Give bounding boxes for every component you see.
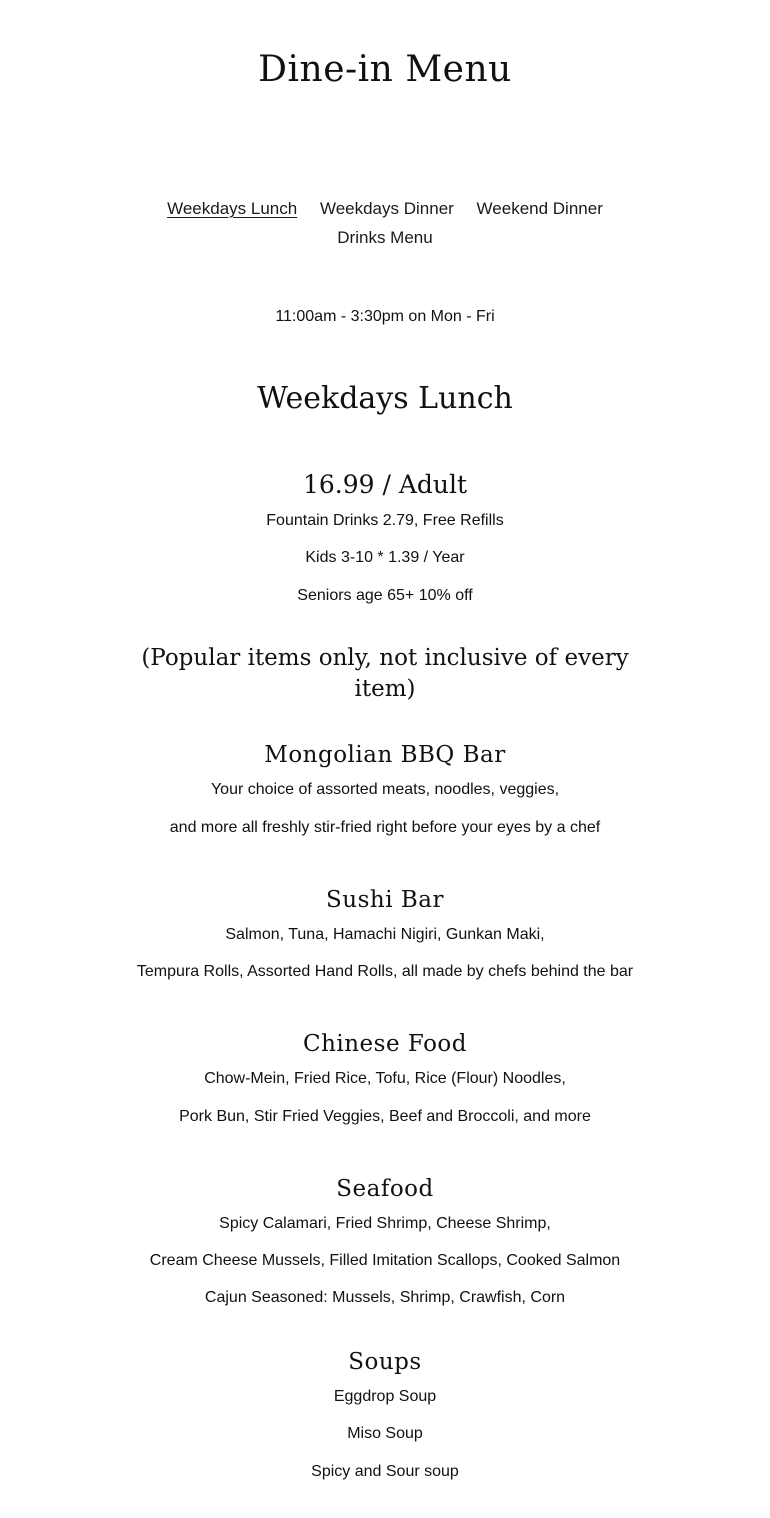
menu-tabs [120,194,650,252]
tab-drinks-menu[interactable]: Drinks Menu [337,228,433,247]
tab-weekdays-dinner[interactable]: Weekdays Dinner [319,199,454,218]
category-line: Eggdrop Soup [333,1388,437,1405]
adult-price: 16.99 / Adult [302,470,468,499]
category-title-sushi-bar: Sushi Bar [326,887,444,913]
category-line: Spicy Calamari, Fried Shrimp, Cheese Shrimp, [219,1215,551,1232]
tab-weekend-dinner[interactable]: Weekend Dinner [476,199,603,218]
category-line: Spicy and Sour soup [311,1463,459,1480]
category-title-chinese-food: Chinese Food [302,1031,468,1057]
category-line: Tempura Rolls, Assorted Hand Rolls, all made by chefs behind the bar [136,963,634,980]
category-title-soups: Soups [348,1349,422,1375]
pricing-detail-drinks: Fountain Drinks 2.79, Free Refills [266,512,504,529]
category-line: Cajun Seasoned: Mussels, Shrimp, Crawfish, Corn [204,1289,566,1306]
category-line: and more all freshly stir-fried right before your eyes by a chef [169,819,601,836]
pricing-detail-kids: Kids 3-10 * 1.39 / Year [305,549,465,566]
page-title: Dine-in Menu [258,49,512,90]
popular-items-note: (Popular items only, not inclusive of every item) [141,645,629,702]
tab-weekdays-lunch[interactable]: Weekdays Lunch [167,199,298,218]
category-line: Cream Cheese Mussels, Filled Imitation Scallops, Cooked Salmon [149,1252,621,1269]
category-title-mongolian-bbq: Mongolian BBQ Bar [264,742,506,768]
category-title-seafood: Seafood [336,1176,434,1202]
category-line: Your choice of assorted meats, noodles, veggies, [210,781,560,798]
category-line: Chow-Mein, Fried Rice, Tofu, Rice (Flour) Noodles, [204,1070,566,1087]
category-line: Pork Bun, Stir Fried Veggies, Beef and Broccoli, and more [179,1108,591,1125]
section-title: Weekdays Lunch [257,381,513,416]
category-line: Miso Soup [347,1425,423,1442]
pricing-detail-seniors: Seniors age 65+ 10% off [297,587,473,604]
opening-hours: 11:00am - 3:30pm on Mon - Fri [275,308,495,325]
category-line: Salmon, Tuna, Hamachi Nigiri, Gunkan Maki, [225,926,545,943]
